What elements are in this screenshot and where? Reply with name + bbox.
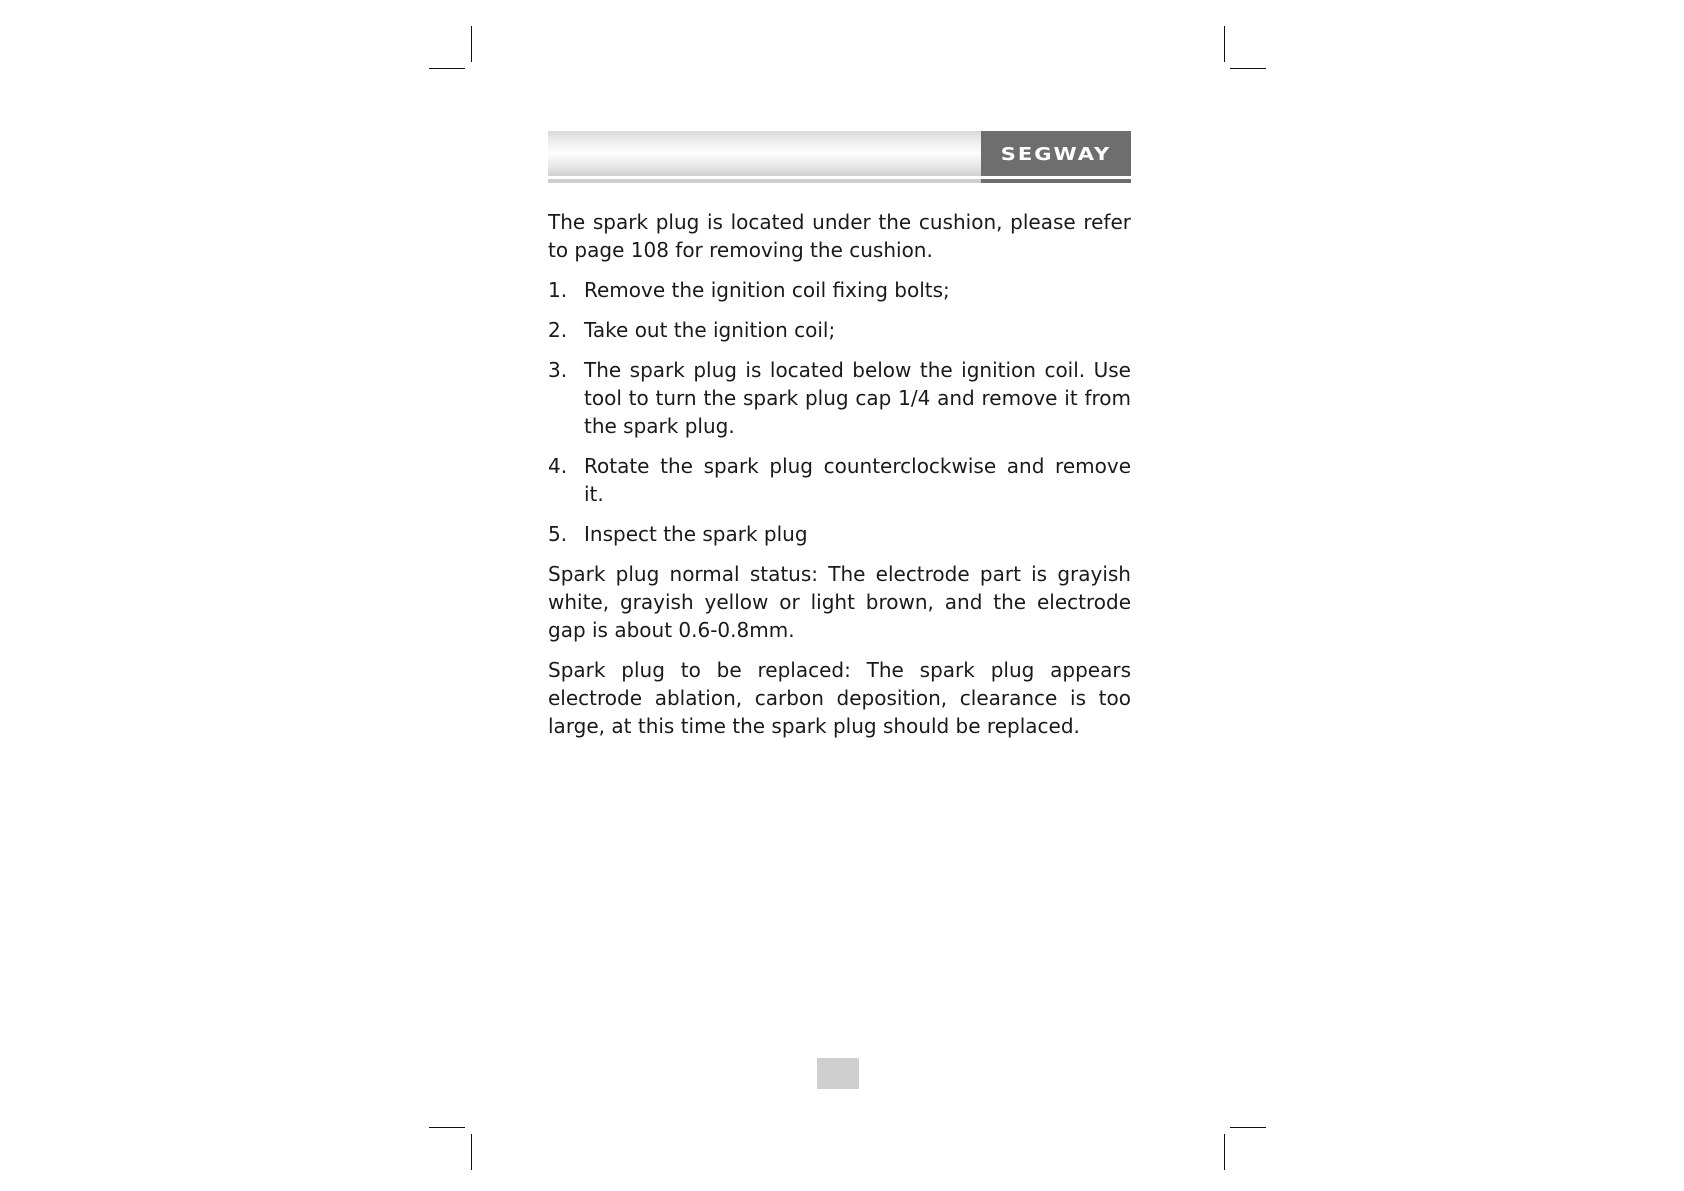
replace-status-paragraph: Spark plug to be replaced: The spark plug appears electrode ablation, carbon deposition, clearance is too large, at this time the spark plug should be replaced. bbox=[548, 658, 1131, 738]
page-number-tab bbox=[817, 1058, 859, 1089]
brand-logo-block bbox=[981, 131, 1131, 176]
step-number: 5. bbox=[548, 522, 568, 546]
step-number: 3. bbox=[548, 358, 568, 382]
normal-status-paragraph: Spark plug normal status: The electrode part is grayish white, grayish yellow or light brown, and the electrode gap is about 0.6-0.8mm. bbox=[548, 562, 1131, 642]
intro-paragraph: The spark plug is located under the cushion, please refer to page 108 for removing the cushion. bbox=[548, 210, 1131, 262]
crop-mark-bottom-right-horizontal bbox=[1230, 1127, 1266, 1128]
page-content bbox=[548, 208, 1131, 752]
brand-underline bbox=[981, 179, 1131, 183]
list-item bbox=[548, 452, 1131, 508]
crop-mark-bottom-left-vertical bbox=[471, 1134, 472, 1170]
crop-mark-bottom-left-horizontal bbox=[429, 1127, 465, 1128]
list-item bbox=[548, 356, 1131, 440]
list-item bbox=[548, 520, 1131, 548]
step-number: 1. bbox=[548, 278, 568, 302]
crop-mark-top-right-horizontal bbox=[1230, 68, 1266, 69]
step-number: 2. bbox=[548, 318, 568, 342]
header-underline bbox=[548, 179, 981, 183]
step-text: Take out the ignition coil; bbox=[584, 318, 836, 342]
step-text: Rotate the spark plug counterclockwise and remove it. bbox=[584, 454, 1131, 506]
crop-mark-top-left-vertical bbox=[471, 26, 472, 62]
step-number: 4. bbox=[548, 454, 568, 478]
brand-logo-text: SEGWAY bbox=[1000, 143, 1112, 164]
crop-mark-bottom-right-vertical bbox=[1224, 1134, 1225, 1170]
header-gradient-band bbox=[548, 131, 981, 176]
crop-mark-top-left-horizontal bbox=[429, 68, 465, 69]
list-item bbox=[548, 276, 1131, 304]
step-text: The spark plug is located below the ignition coil. Use tool to turn the spark plug cap 1/4 and remove it from the spark plug. bbox=[584, 358, 1131, 438]
step-text: Inspect the spark plug bbox=[584, 522, 808, 546]
steps-list bbox=[548, 276, 1131, 548]
list-item bbox=[548, 316, 1131, 344]
step-text: Remove the ignition coil fixing bolts; bbox=[584, 278, 950, 302]
crop-mark-top-right-vertical bbox=[1224, 26, 1225, 62]
